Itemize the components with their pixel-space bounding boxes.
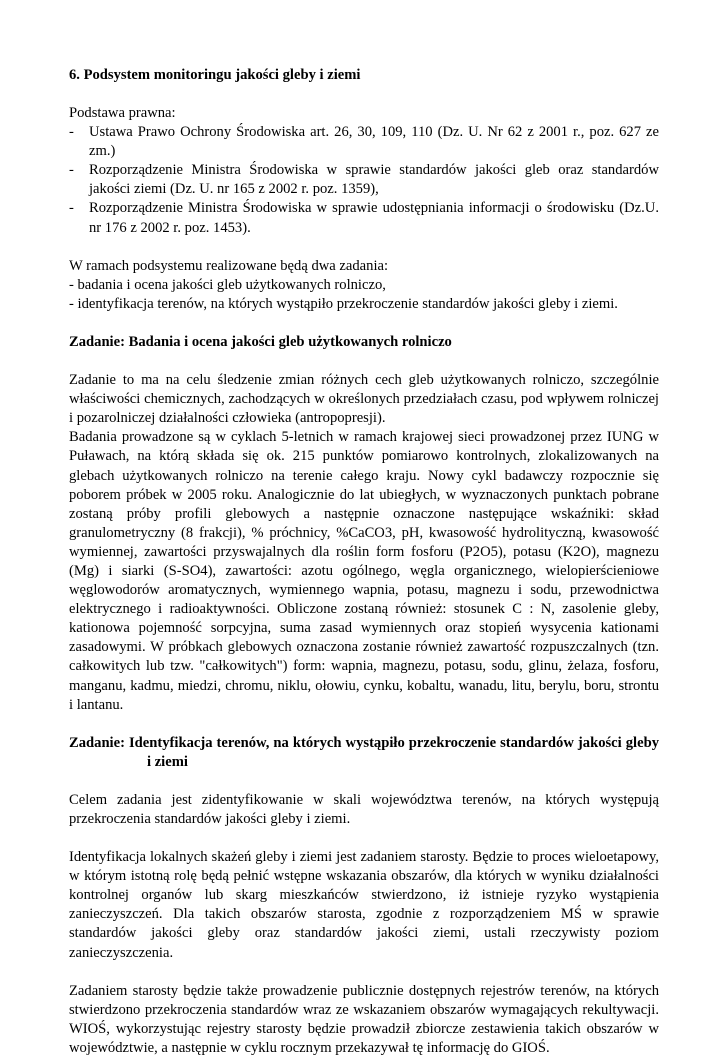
tasks-intro <box>69 257 659 314</box>
spacer <box>69 352 659 371</box>
task1-paragraph: Zadanie to ma na celu śledzenie zmian różnych cech gleb użytkowanych rolniczo, szczególnie właściwości chemicznych, zachodzących w określonych przedziałach czasu, pod wpływem rolniczej i pozarolniczej działalności człowieka (antropopresji). <box>69 372 659 427</box>
legal-basis-item-text: Rozporządzenie Ministra Środowiska w sprawie standardów jakości gleb oraz standardów jakości ziemi (Dz. U. nr 165 z 2002 r. poz. 1359), <box>89 162 659 198</box>
legal-basis-item-text: Rozporządzenie Ministra Środowiska w sprawie udostępniania informacji o środowisku (Dz.U. nr 176 z 2002 r. poz. 1453). <box>89 200 659 236</box>
section-title: 6. Podsystem monitoringu jakości gleby i ziemi <box>69 67 361 83</box>
legal-basis <box>69 104 659 238</box>
list-dash: - <box>69 200 74 217</box>
spacer <box>69 314 659 333</box>
legal-basis-item <box>69 123 659 161</box>
task2-heading: Zadanie: Identyfikacja terenów, na których wystąpiło przekroczenie standardów jakości gleby i ziemi <box>69 734 659 770</box>
spacer <box>69 85 659 104</box>
legal-basis-label: Podstawa prawna: <box>69 105 176 121</box>
spacer <box>69 829 659 848</box>
legal-basis-item <box>69 161 659 199</box>
list-dash: - <box>69 124 74 141</box>
spacer <box>69 963 659 982</box>
spacer <box>69 238 659 257</box>
task2-paragraph: Identyfikacja lokalnych skażeń gleby i ziemi jest zadaniem starosty. Będzie to proces wieloetapowy, w którym istotną rolę będą pełnić wstępne wskazania obszarów, dla których w wyniku działalności kontrolnej organów lub skarg mieszkańców stwierdzono, iż istnieje ryzyko wystąpienia zanieczyszczeń. Dla takich obszarów starosta, zgodnie z rozporządzeniem MŚ w sprawie standardów jakości gleby oraz standardów jakości ziemi, ustali rzeczywisty poziom zanieczyszczenia. <box>69 849 659 961</box>
task2-paragraph: Celem zadania jest zidentyfikowanie w skali województwa terenów, na których występują przekroczenia standardów jakości gleby i ziemi. <box>69 791 659 827</box>
document-page <box>69 66 659 1058</box>
tasks-intro-text: W ramach podsystemu realizowane będą dwa zadania: <box>69 257 389 274</box>
task1-heading: Zadanie: Badania i ocena jakości gleb użytkowanych rolniczo <box>69 333 452 350</box>
task1-paragraph: Badania prowadzone są w cyklach 5-letnich w ramach krajowej sieci prowadzonej przez IUNG w Puławach, na którą składa się ok. 215 punktów pomiarowo kontrolnych, zlokalizowanych na glebach użytkowanych rolniczo na terenie całego kraju. Nowy cykl badawczy rozpocznie się poborem próbek w 2005 roku. Analogicznie do lat ubiegłych, w wyznaczonych punktach pobrane zostaną próby profili glebowych a następnie oznaczone następujące wskaźniki: skład granulometryczny (8 frakcji), % próchnicy, %CaCO3, pH, kwasowość hydrolityczną, kwasowość wymiennej, zawartości przyswajalnych dla roślin form fosforu (P2O5), potasu (K2O), magnezu (Mg) i siarki (S-SO4), zawartości: azotu ogólnego, węgla organicznego, wielopierścieniowe węglowodorów aromatycznych, wymiennego wapnia, potasu, magnezu i sodu, przewodnictwa elektrycznego i radioaktywności. Obliczone zostaną również: stosunek C : N, zasolenie gleby, kationowa pojemność sorpcyjna, suma zasad wymiennych oraz stopień wysycenia kationami zasadowymi. W próbkach glebowych oznaczona zostanie również zawartość rozpuszczalnych (tzn. całkowitych lub tzw. "całkowitych") form: wapnia, magnezu, potasu, sodu, glinu, żelaza, fosforu, manganu, kadmu, miedzi, chromu, niklu, ołowiu, cynku, kobaltu, wanadu, litu, berylu, boru, strontu i lantanu. <box>69 429 659 713</box>
tasks-intro-item: - badania i ocena jakości gleb użytkowanych rolniczo, <box>69 276 386 293</box>
task2-paragraph: Zadaniem starosty będzie także prowadzenie publicznie dostępnych rejestrów terenów, na których stwierdzono przekroczenia standardów wraz ze wskazaniem obszarów wymagających rekultywacji. WIOŚ, wykorzystując rejestry starosty będzie prowadził zbiorcze zestawienia takich obszarów w województwie, a następnie w cyklu rocznym przekazywał tę informację do GIOŚ. <box>69 982 659 1056</box>
spacer <box>69 715 659 734</box>
list-dash: - <box>69 162 74 179</box>
tasks-intro-item: - identyfikacja terenów, na których wystąpiło przekroczenie standardów jakości gleby i ziemi. <box>69 295 618 312</box>
legal-basis-item <box>69 199 659 237</box>
spacer <box>69 772 659 791</box>
legal-basis-item-text: Ustawa Prawo Ochrony Środowiska art. 26, 30, 109, 110 (Dz. U. Nr 62 z 2001 r., poz. 627 ze zm.) <box>89 124 659 160</box>
